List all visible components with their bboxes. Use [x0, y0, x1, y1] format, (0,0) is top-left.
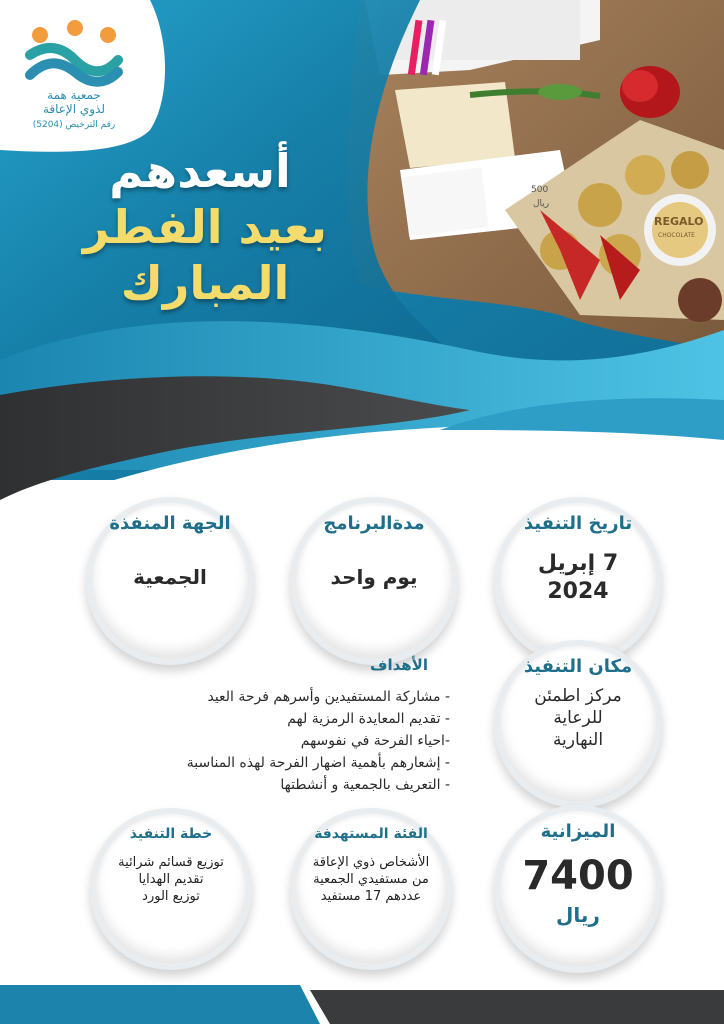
goal-item: - تقديم المعايدة الرمزية لهم: [287, 711, 450, 727]
budget-amount: 7400: [522, 853, 634, 899]
goals-section: [90, 656, 450, 796]
budget-label: الميزانية: [540, 821, 616, 842]
exec-date-day: 7 إبريل: [537, 551, 619, 576]
duration-value: يوم واحد: [330, 565, 418, 589]
location-line1: مركز اطمئن: [534, 686, 622, 706]
plan-line2: تقديم الهدايا: [138, 872, 204, 887]
exec-date-year: 2024: [547, 579, 609, 604]
executor-label: الجهة المنفذة: [109, 513, 231, 534]
goal-item: -احياء الفرحة في نفوسهم: [300, 733, 450, 749]
voucher-amount: 500: [531, 185, 549, 195]
target-line2: من مستفيدي الجمعية: [313, 872, 429, 887]
plan-line3: توزيع الورد: [142, 889, 200, 904]
duration-label: مدةالبرنامج: [323, 513, 425, 534]
chocolate-brand: REGALO: [654, 215, 704, 228]
title-line2: بعيد الفطر: [82, 200, 328, 254]
exec-date-label: تاريخ التنفيذ: [523, 513, 633, 534]
goal-item: - إشعارهم بأهمية اضهار الفرحة لهذه المناسبة: [186, 755, 450, 771]
budget-currency: ريال: [556, 903, 600, 927]
target-line1: الأشخاص ذوي الإعاقة: [312, 855, 430, 870]
logo-name-line1: جمعية همة: [47, 88, 101, 102]
plan-card: [90, 808, 252, 970]
logo-name-line2: لذوي الإعاقة: [42, 102, 106, 116]
target-label: الفئة المستهدفة: [314, 826, 428, 842]
plan-label: خطة التنفيذ: [129, 826, 213, 842]
target-line3: عددهم 17 مستفيد: [320, 889, 422, 904]
title-line1: أسعدهم: [109, 144, 291, 198]
goal-item: - التعريف بالجمعية و أنشطتها: [280, 777, 450, 793]
executor-value: الجمعية: [133, 565, 207, 589]
location-line3: النهارية: [552, 730, 604, 750]
executor-card: [86, 497, 254, 665]
logo-name: [14, 88, 134, 116]
voucher-currency: ريال: [533, 199, 550, 209]
logo-license: رقم الترخيص (5204): [32, 120, 116, 130]
duration-card: [290, 497, 458, 665]
goals-title: الأهداف: [370, 656, 428, 674]
budget-card: [494, 805, 662, 973]
target-card: [290, 808, 452, 970]
location-card: [494, 640, 662, 808]
location-line2: للرعاية: [553, 708, 603, 728]
chocolate-sub: CHOCOLATE: [658, 232, 695, 239]
location-label: مكان التنفيذ: [523, 656, 633, 677]
goal-item: - مشاركة المستفيدين وأسرهم فرحة العيد: [207, 689, 450, 705]
title-line3: المبارك: [120, 256, 290, 310]
plan-line1: توزيع قسائم شرائية: [118, 855, 224, 870]
